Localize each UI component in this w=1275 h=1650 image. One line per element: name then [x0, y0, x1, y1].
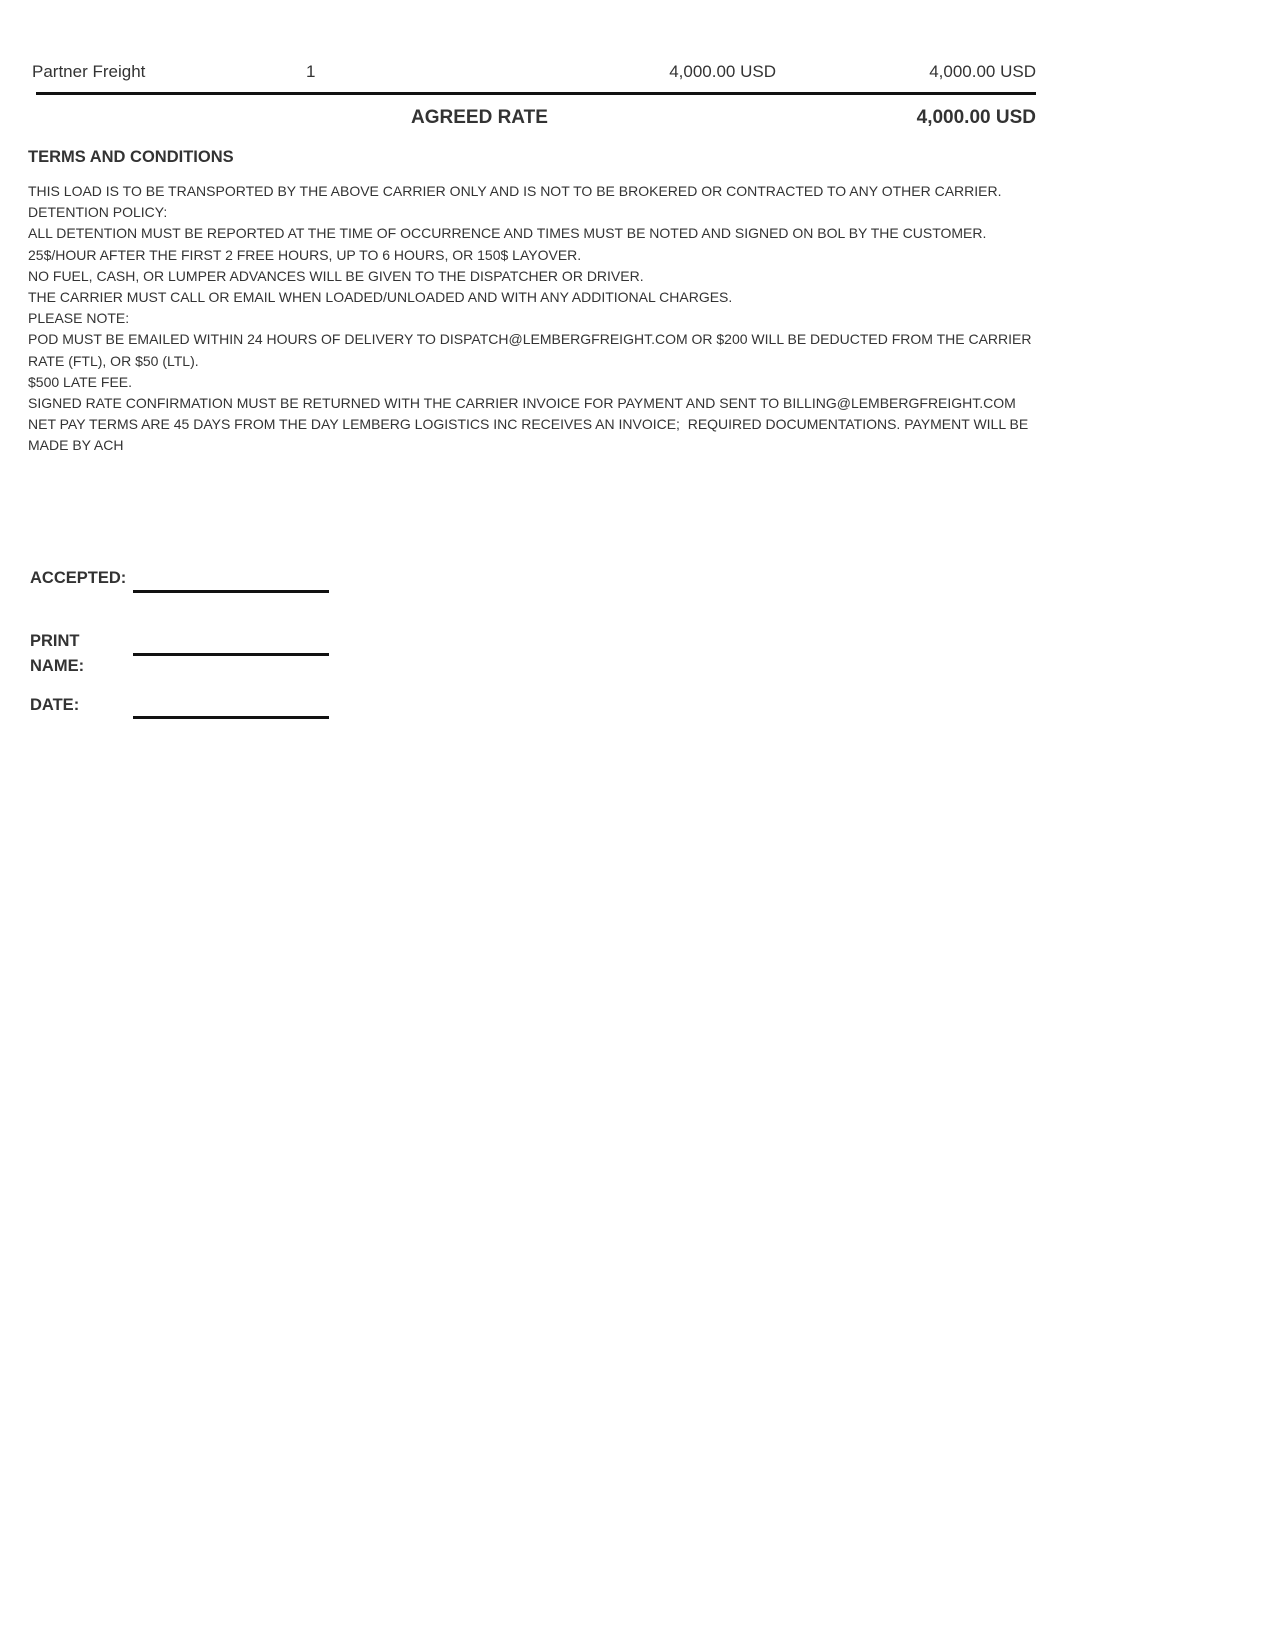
document-content — [28, 0, 1036, 1650]
terms-heading: TERMS AND CONDITIONS — [28, 148, 234, 166]
terms-item: NO FUEL, CASH, OR LUMPER ADVANCES WILL BE GIVEN TO THE DISPATCHER OR DRIVER. — [28, 267, 644, 284]
total-divider — [36, 92, 1036, 95]
print-name-line[interactable] — [133, 653, 329, 656]
date-label: DATE: — [30, 696, 80, 714]
line-item-quantity: 1 — [306, 62, 316, 81]
terms-item: DETENTION POLICY: — [28, 204, 168, 221]
terms-item: POD MUST BE EMAILED WITHIN 24 HOURS OF DELIVERY TO DISPATCH@LEMBERGFREIGHT.COM OR $200 WILL BE DEDUCTED FROM THE CARRIER RATE (FTL), OR $50 (LTL). — [28, 331, 1036, 369]
terms-item: THE CARRIER MUST CALL OR EMAIL WHEN LOADED/UNLOADED AND WITH ANY ADDITIONAL CHARGES. — [28, 289, 733, 306]
agreed-rate-label: AGREED RATE — [411, 107, 548, 128]
accepted-label: ACCEPTED: — [30, 569, 127, 587]
agreed-rate-value: 4,000.00 USD — [916, 107, 1036, 128]
agreed-rate-row — [36, 105, 1036, 131]
terms-item: SIGNED RATE CONFIRMATION MUST BE RETURNED WITH THE CARRIER INVOICE FOR PAYMENT AND SENT TO BILLING@LEMBERGFREIGHT.COM — [28, 395, 1016, 412]
accepted-signature-line[interactable] — [133, 590, 329, 593]
line-item-description: Partner Freight — [32, 62, 146, 81]
line-item-amount: 4,000.00 USD — [929, 62, 1036, 81]
terms-item: ALL DETENTION MUST BE REPORTED AT THE TIME OF OCCURRENCE AND TIMES MUST BE NOTED AND SIGNED ON BOL BY THE CUSTOMER. — [28, 225, 987, 242]
line-item-rate: 4,000.00 USD — [669, 62, 776, 81]
terms-item: $500 LATE FEE. — [28, 373, 133, 390]
terms-item: THIS LOAD IS TO BE TRANSPORTED BY THE ABOVE CARRIER ONLY AND IS NOT TO BE BROKERED OR CONTRACTED TO ANY OTHER CARRIER. — [28, 183, 1002, 199]
terms-item: NET PAY TERMS ARE 45 DAYS FROM THE DAY LEMBERG LOGISTICS INC RECEIVES AN INVOICE; REQUIRED DOCUMENTATIONS. PAYMENT WILL BE MADE BY ACH — [28, 416, 1033, 454]
date-line[interactable] — [133, 716, 329, 719]
terms-item: PLEASE NOTE: — [28, 310, 130, 327]
line-item-row — [32, 60, 1036, 84]
print-name-label: PRINT NAME: — [30, 632, 85, 675]
terms-list — [28, 181, 1040, 457]
terms-item: 25$/HOUR AFTER THE FIRST 2 FREE HOURS, UP TO 6 HOURS, OR 150$ LAYOVER. — [28, 246, 582, 263]
